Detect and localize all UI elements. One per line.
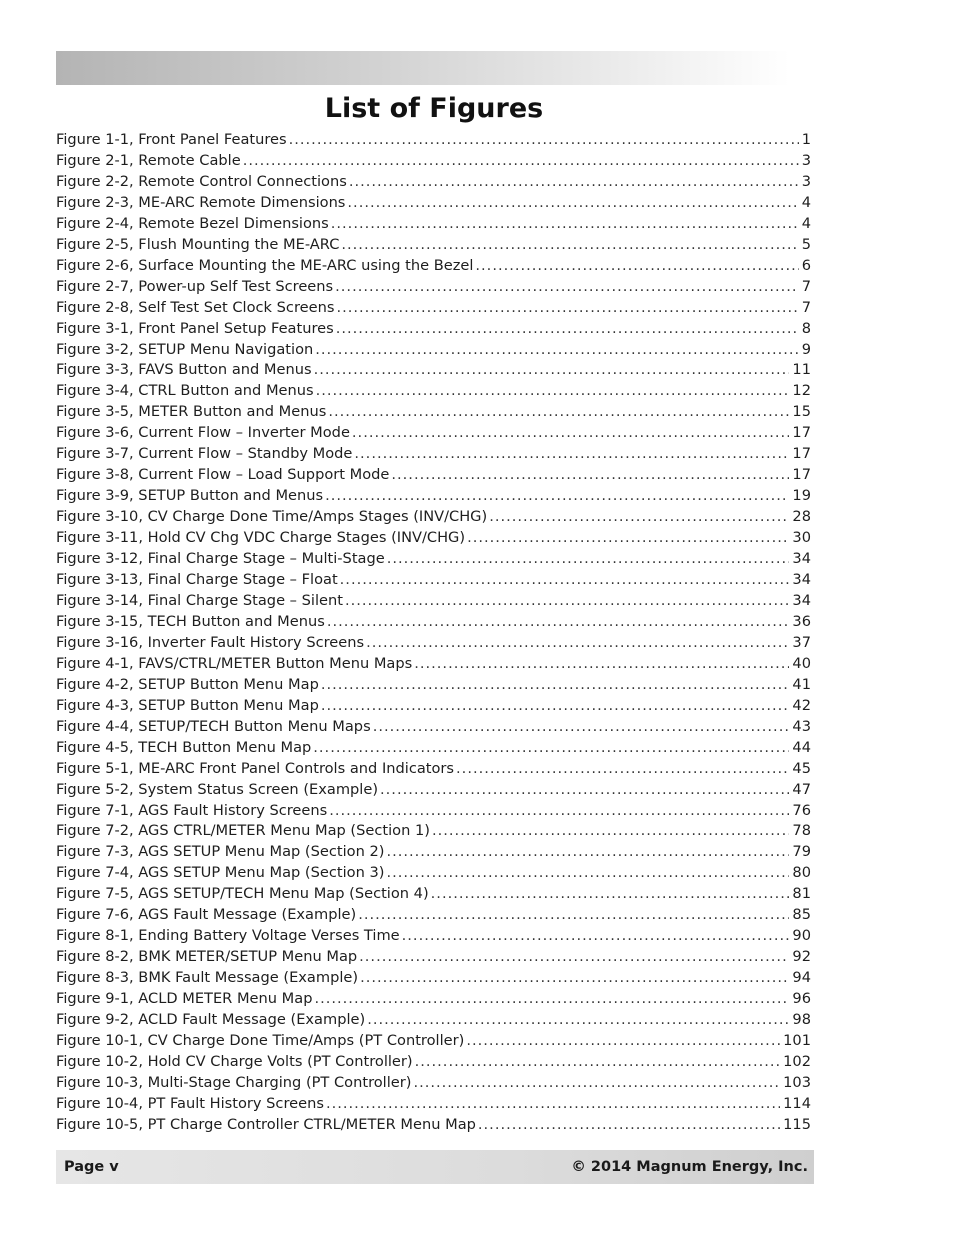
- dot-leader: [386, 842, 789, 863]
- figure-title: Figure 10-1, CV Charge Done Time/Amps (PT Controller): [56, 1031, 465, 1049]
- figure-page-number: 37: [792, 633, 811, 651]
- dot-leader: [359, 947, 789, 968]
- figure-title: Figure 2-5, Flush Mounting the ME-ARC: [56, 235, 340, 253]
- figure-entry[interactable]: [56, 381, 811, 402]
- figure-entry[interactable]: [56, 507, 811, 528]
- figure-page-number: 103: [783, 1073, 811, 1091]
- dot-leader: [380, 780, 789, 801]
- figure-page-number: 11: [792, 361, 811, 379]
- figure-title: Figure 5-2, System Status Screen (Example): [56, 780, 379, 798]
- figure-title: Figure 3-9, SETUP Button and Menus: [56, 487, 324, 505]
- figure-page-number: 98: [792, 1011, 811, 1029]
- figure-entry[interactable]: [56, 214, 811, 235]
- dot-leader: [366, 633, 789, 654]
- figure-title: Figure 9-2, ACLD Fault Message (Example): [56, 1011, 366, 1029]
- figure-entry[interactable]: [56, 340, 811, 361]
- figure-page-number: 76: [792, 801, 811, 819]
- figure-entry[interactable]: [56, 654, 811, 675]
- figure-page-number: 85: [792, 906, 811, 924]
- figure-title: Figure 3-4, CTRL Button and Menus: [56, 382, 314, 400]
- dot-leader: [329, 801, 789, 822]
- dot-leader: [316, 381, 790, 402]
- dot-leader: [349, 172, 799, 193]
- figure-title: Figure 8-3, BMK Fault Message (Example): [56, 969, 359, 987]
- figure-entry[interactable]: [56, 277, 811, 298]
- figure-page-number: 81: [792, 885, 811, 903]
- figure-title: Figure 4-2, SETUP Button Menu Map: [56, 675, 319, 693]
- figure-page-number: 6: [801, 256, 811, 274]
- figure-page-number: 96: [792, 990, 811, 1008]
- figure-entry[interactable]: [56, 256, 811, 277]
- figure-title: Figure 7-1, AGS Fault History Screens: [56, 801, 328, 819]
- figure-entry[interactable]: [56, 821, 811, 842]
- dot-leader: [335, 277, 799, 298]
- figure-page-number: 47: [792, 780, 811, 798]
- figure-page-number: 94: [792, 969, 811, 987]
- figure-entry[interactable]: [56, 612, 811, 633]
- figure-title: Figure 3-15, TECH Button and Menus: [56, 612, 325, 630]
- figure-title: Figure 7-5, AGS SETUP/TECH Menu Map (Section 4): [56, 885, 429, 903]
- figure-page-number: 34: [792, 571, 811, 589]
- figure-page-number: 102: [783, 1052, 811, 1070]
- figure-entry[interactable]: [56, 1094, 811, 1115]
- dot-leader: [345, 591, 789, 612]
- figure-title: Figure 9-1, ACLD METER Menu Map: [56, 990, 313, 1008]
- figure-page-number: 44: [792, 738, 811, 756]
- dot-leader: [478, 1115, 780, 1136]
- figure-entry[interactable]: [56, 1031, 811, 1052]
- figure-entry[interactable]: [56, 989, 811, 1010]
- dot-leader: [314, 360, 790, 381]
- figure-entry[interactable]: [56, 444, 811, 465]
- figure-page-number: 12: [792, 382, 811, 400]
- figure-title: Figure 3-2, SETUP Menu Navigation: [56, 340, 314, 358]
- figure-list: [56, 130, 811, 1136]
- figure-entry[interactable]: [56, 968, 811, 989]
- figure-page-number: 42: [792, 696, 811, 714]
- figure-page-number: 19: [792, 487, 811, 505]
- figure-title: Figure 3-13, Final Charge Stage – Float: [56, 571, 338, 589]
- dot-leader: [467, 528, 789, 549]
- figure-entry[interactable]: [56, 151, 811, 172]
- figure-entry[interactable]: [56, 235, 811, 256]
- figure-page-number: 80: [792, 864, 811, 882]
- dot-leader: [360, 968, 789, 989]
- figure-title: Figure 4-3, SETUP Button Menu Map: [56, 696, 319, 714]
- figure-entry[interactable]: [56, 1073, 811, 1094]
- figure-entry[interactable]: [56, 591, 811, 612]
- dot-leader: [489, 507, 789, 528]
- dot-leader: [402, 926, 790, 947]
- figure-entry[interactable]: [56, 402, 811, 423]
- figure-page-number: 34: [792, 591, 811, 609]
- figure-entry[interactable]: [56, 842, 811, 863]
- figure-title: Figure 3-11, Hold CV Chg VDC Charge Stages (INV/CHG): [56, 529, 466, 547]
- figure-entry[interactable]: [56, 863, 811, 884]
- figure-page-number: 28: [792, 508, 811, 526]
- copyright-notice: © 2014 Magnum Energy, Inc.: [571, 1159, 808, 1175]
- figure-entry[interactable]: [56, 465, 811, 486]
- figure-entry[interactable]: [56, 717, 811, 738]
- figure-page-number: 45: [792, 759, 811, 777]
- dot-leader: [354, 444, 789, 465]
- dot-leader: [243, 151, 799, 172]
- figure-title: Figure 3-12, Final Charge Stage – Multi-Stage: [56, 550, 385, 568]
- figure-entry[interactable]: [56, 801, 811, 822]
- figure-title: Figure 3-5, METER Button and Menus: [56, 403, 327, 421]
- figure-page-number: 92: [792, 948, 811, 966]
- figure-title: Figure 2-8, Self Test Set Clock Screens: [56, 298, 335, 316]
- dot-leader: [347, 193, 798, 214]
- dot-leader: [328, 402, 789, 423]
- dot-leader: [413, 1073, 780, 1094]
- figure-page-number: 90: [792, 927, 811, 945]
- dot-leader: [475, 256, 798, 277]
- dot-leader: [341, 235, 798, 256]
- dot-leader: [326, 1094, 780, 1115]
- figure-title: Figure 8-2, BMK METER/SETUP Menu Map: [56, 948, 358, 966]
- figure-entry[interactable]: [56, 319, 811, 340]
- dot-leader: [387, 549, 790, 570]
- figure-entry[interactable]: [56, 1115, 811, 1136]
- figure-entry[interactable]: [56, 696, 811, 717]
- figure-page-number: 101: [783, 1031, 811, 1049]
- page-number: Page v: [64, 1159, 119, 1175]
- figure-page-number: 78: [792, 822, 811, 840]
- dot-leader: [431, 884, 790, 905]
- dot-leader: [358, 905, 789, 926]
- figure-entry[interactable]: [56, 528, 811, 549]
- dot-leader: [327, 612, 790, 633]
- dot-leader: [315, 340, 798, 361]
- figure-entry[interactable]: [56, 759, 811, 780]
- dot-leader: [414, 654, 789, 675]
- figure-entry[interactable]: [56, 780, 811, 801]
- figure-entry[interactable]: [56, 130, 811, 151]
- figure-title: Figure 4-1, FAVS/CTRL/METER Button Menu Maps: [56, 654, 413, 672]
- figure-entry[interactable]: [56, 1052, 811, 1073]
- figure-page-number: 79: [792, 843, 811, 861]
- figure-entry[interactable]: [56, 360, 811, 381]
- figure-page-number: 3: [801, 151, 811, 169]
- figure-title: Figure 3-8, Current Flow – Load Support Mode: [56, 466, 390, 484]
- dot-leader: [466, 1031, 780, 1052]
- figure-entry[interactable]: [56, 193, 811, 214]
- figure-entry[interactable]: [56, 926, 811, 947]
- figure-page-number: 5: [801, 235, 811, 253]
- figure-page-number: 3: [801, 172, 811, 190]
- figure-title: Figure 2-1, Remote Cable: [56, 151, 241, 169]
- figure-page-number: 15: [792, 403, 811, 421]
- dot-leader: [321, 675, 790, 696]
- dot-leader: [313, 738, 789, 759]
- figure-entry[interactable]: [56, 423, 811, 444]
- figure-page-number: 7: [801, 298, 811, 316]
- figure-entry[interactable]: [56, 884, 811, 905]
- figure-title: Figure 7-3, AGS SETUP Menu Map (Section 2): [56, 843, 385, 861]
- figure-title: Figure 10-4, PT Fault History Screens: [56, 1094, 324, 1112]
- figure-page-number: 41: [792, 675, 811, 693]
- figure-title: Figure 3-10, CV Charge Done Time/Amps Stages (INV/CHG): [56, 508, 488, 526]
- figure-entry[interactable]: [56, 549, 811, 570]
- figure-title: Figure 3-3, FAVS Button and Menus: [56, 361, 312, 379]
- figure-title: Figure 2-2, Remote Control Connections: [56, 172, 347, 190]
- header-bar: [56, 51, 790, 85]
- figure-entry[interactable]: [56, 570, 811, 591]
- dot-leader: [456, 759, 789, 780]
- figure-entry[interactable]: [56, 1010, 811, 1031]
- figure-entry[interactable]: [56, 905, 811, 926]
- dot-leader: [321, 696, 790, 717]
- figure-entry[interactable]: [56, 633, 811, 654]
- footer-bar: [56, 1150, 814, 1184]
- figure-title: Figure 7-2, AGS CTRL/METER Menu Map (Section 1): [56, 822, 430, 840]
- figure-page-number: 9: [801, 340, 811, 358]
- figure-title: Figure 10-5, PT Charge Controller CTRL/METER Menu Map: [56, 1115, 476, 1133]
- figure-entry[interactable]: [56, 675, 811, 696]
- figure-title: Figure 2-3, ME-ARC Remote Dimensions: [56, 193, 346, 211]
- figure-page-number: 4: [801, 193, 811, 211]
- figure-page-number: 8: [801, 319, 811, 337]
- figure-title: Figure 10-2, Hold CV Charge Volts (PT Controller): [56, 1052, 413, 1070]
- figure-page-number: 1: [801, 131, 811, 148]
- figure-title: Figure 7-4, AGS SETUP Menu Map (Section 3): [56, 864, 385, 882]
- figure-title: Figure 3-7, Current Flow – Standby Mode: [56, 445, 353, 463]
- figure-page-number: 17: [792, 424, 811, 442]
- dot-leader: [386, 863, 789, 884]
- page-title: List of Figures: [324, 93, 544, 124]
- figure-title: Figure 8-1, Ending Battery Voltage Verses Time: [56, 927, 400, 945]
- dot-leader: [336, 298, 798, 319]
- figure-title: Figure 3-1, Front Panel Setup Features: [56, 319, 334, 337]
- dot-leader: [331, 214, 799, 235]
- figure-page-number: 17: [792, 445, 811, 463]
- figure-title: Figure 4-4, SETUP/TECH Button Menu Maps: [56, 717, 371, 735]
- figure-title: Figure 2-6, Surface Mounting the ME-ARC using the Bezel: [56, 256, 474, 274]
- figure-page-number: 36: [792, 612, 811, 630]
- dot-leader: [336, 319, 799, 340]
- figure-page-number: 17: [792, 466, 811, 484]
- figure-entry[interactable]: [56, 947, 811, 968]
- figure-entry[interactable]: [56, 172, 811, 193]
- figure-entry[interactable]: [56, 298, 811, 319]
- figure-page-number: 7: [801, 277, 811, 295]
- figure-page-number: 43: [792, 717, 811, 735]
- figure-page-number: 34: [792, 550, 811, 568]
- dot-leader: [352, 423, 790, 444]
- figure-title: Figure 1-1, Front Panel Features: [56, 131, 287, 148]
- figure-title: Figure 3-16, Inverter Fault History Screens: [56, 633, 365, 651]
- figure-page-number: 115: [783, 1115, 811, 1133]
- dot-leader: [289, 130, 799, 151]
- figure-page-number: 114: [783, 1094, 811, 1112]
- dot-leader: [415, 1052, 781, 1073]
- figure-title: Figure 2-7, Power-up Self Test Screens: [56, 277, 334, 295]
- dot-leader: [340, 570, 790, 591]
- dot-leader: [314, 989, 789, 1010]
- figure-title: Figure 4-5, TECH Button Menu Map: [56, 738, 312, 756]
- figure-title: Figure 10-3, Multi-Stage Charging (PT Controller): [56, 1073, 412, 1091]
- dot-leader: [432, 821, 789, 842]
- figure-title: Figure 2-4, Remote Bezel Dimensions: [56, 214, 329, 232]
- figure-page-number: 40: [792, 654, 811, 672]
- figure-entry[interactable]: [56, 738, 811, 759]
- figure-title: Figure 7-6, AGS Fault Message (Example): [56, 906, 357, 924]
- figure-page-number: 4: [801, 214, 811, 232]
- dot-leader: [391, 465, 789, 486]
- dot-leader: [373, 717, 790, 738]
- figure-title: Figure 5-1, ME-ARC Front Panel Controls and Indicators: [56, 759, 455, 777]
- figure-page-number: 30: [792, 529, 811, 547]
- figure-entry[interactable]: [56, 486, 811, 507]
- figure-title: Figure 3-14, Final Charge Stage – Silent: [56, 591, 343, 609]
- dot-leader: [325, 486, 789, 507]
- dot-leader: [367, 1010, 789, 1031]
- figure-title: Figure 3-6, Current Flow – Inverter Mode: [56, 424, 350, 442]
